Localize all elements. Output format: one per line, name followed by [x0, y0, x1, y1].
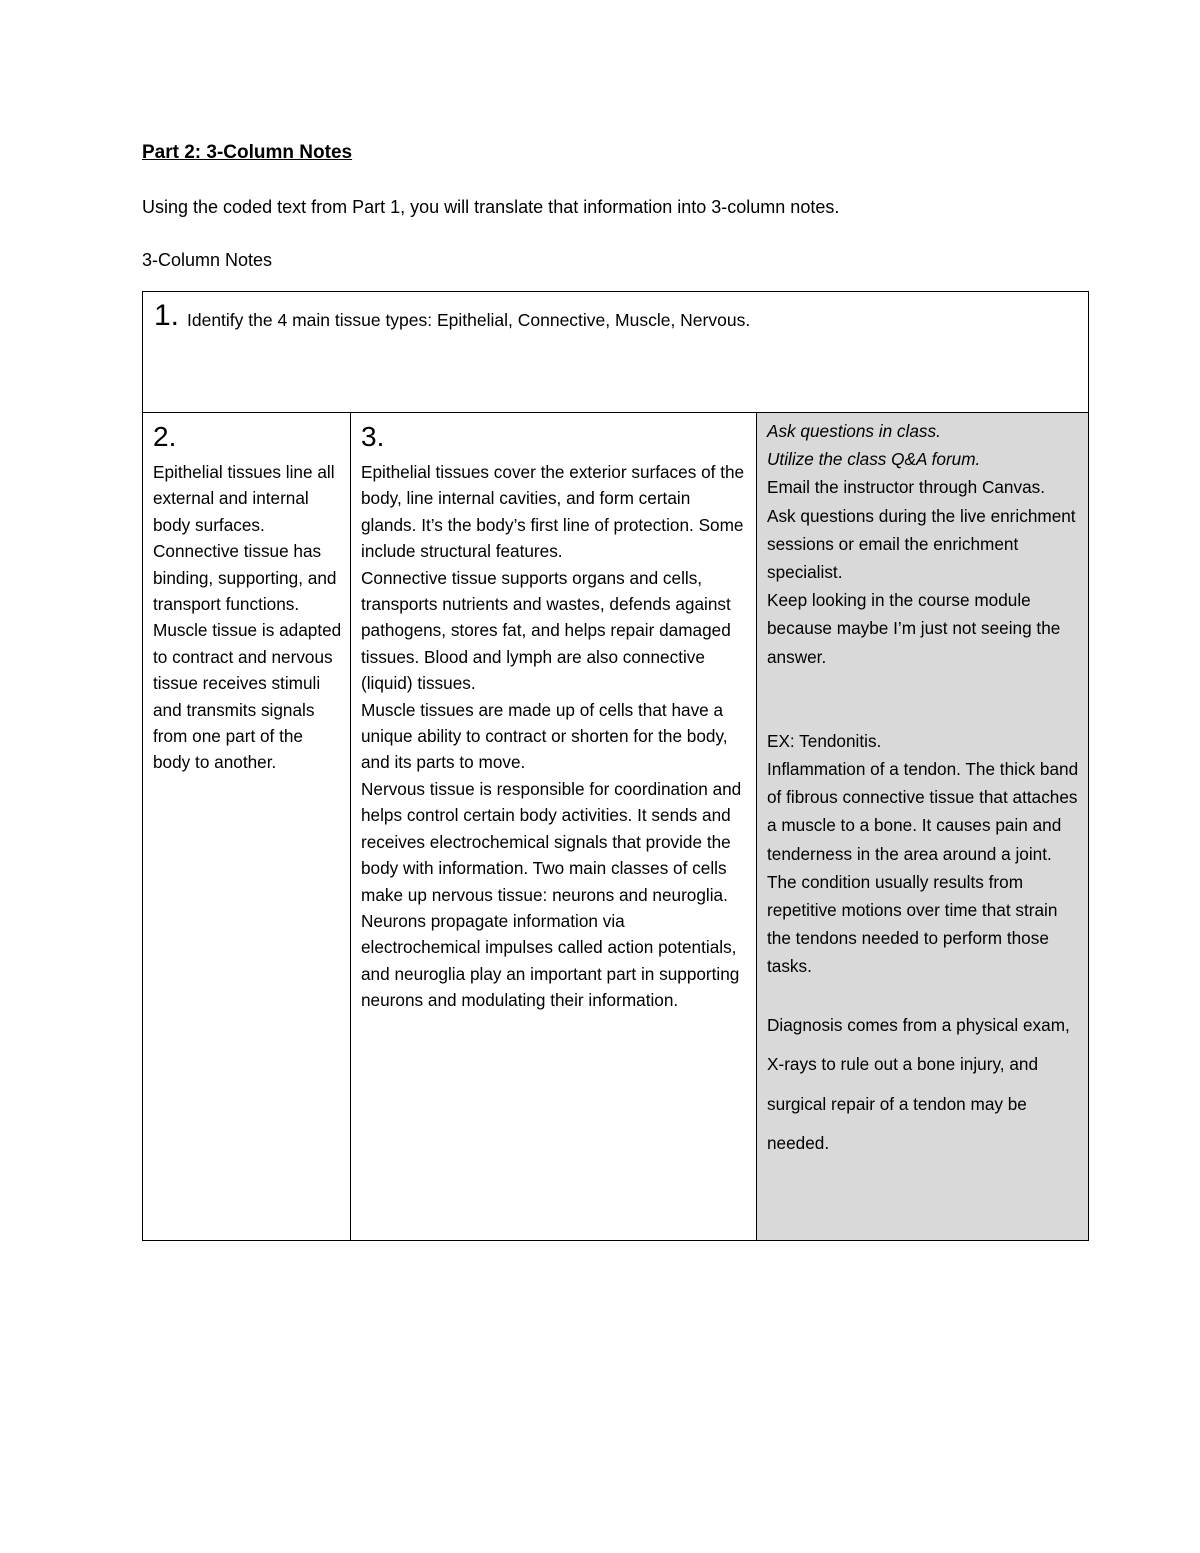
row-number-1: 1. — [154, 299, 180, 332]
table-caption: 3-Column Notes — [142, 250, 273, 270]
question-course-module: Keep looking in the course module because maybe I’m just not seeing the answer. — [767, 590, 1061, 667]
key-point-muscle-nervous: Muscle tissue is adapted to contract and nervous tissue receives stimuli and transmits signals from one part of the body to another. — [153, 620, 342, 773]
intro-text: Using the coded text from Part 1, you will translate that information into 3-column notes. — [142, 197, 840, 217]
detail-connective: Connective tissue supports organs and cells, transports nutrients and wastes, defends against pathogens, stores fat, and helps repair damaged tissues. Blood and lymph are also connective (liquid) tissues. — [361, 567, 731, 694]
detail-epithelial: Epithelial tissues cover the exterior surfaces of the body, line internal cavities, and form certain glands. It’s the body’s first line of protection. Some include structural features. — [361, 462, 745, 562]
key-point-epithelial: Epithelial tissues line all external and internal body surfaces. — [153, 462, 335, 535]
notes-column-details — [351, 413, 757, 1240]
key-point-connective: Connective tissue has binding, supporting, and transport functions. — [153, 541, 337, 615]
detail-muscle: Muscle tissues are made up of cells that have a unique ability to contract or shorten for the body, and its parts to move. — [361, 699, 728, 773]
three-column-notes-table — [142, 291, 1089, 1241]
spacer — [767, 981, 1080, 1006]
notes-column-questions-examples — [757, 413, 1088, 1240]
main-idea-text: Identify the 4 main tissue types: Epithelial, Connective, Muscle, Nervous. — [187, 310, 751, 330]
spacer — [767, 671, 1080, 727]
column-number-3: 3. — [361, 421, 385, 452]
question-email-instructor: Email the instructor through Canvas. — [767, 477, 1045, 498]
example-text: Inflammation of a tendon. The thick band of fibrous connective tissue that attaches a muscle to a bone. It causes pain and tenderness in the area around a joint. The condition usually results from repetitive motions over time that strain the tendons needed to perform those tasks. — [767, 759, 1079, 977]
detail-nervous: Nervous tissue is responsible for coordination and helps control certain body activities. It sends and receives electrochemical signals that provide the body with information. Two main classes of cells make up nervous tissue: neurons and neuroglia. Neurons propagate information via electrochemical impulses called action potentials, and neuroglia play an important part in supporting neurons and modulating their information. — [361, 778, 742, 1011]
question-ask-in-class: Ask questions in class. — [767, 421, 941, 441]
details-body — [361, 459, 748, 1014]
notes-column-key-points — [143, 413, 351, 1240]
page-title: Part 2: 3-Column Notes — [142, 142, 353, 163]
key-points-body — [153, 459, 342, 776]
questions-examples-body — [767, 417, 1080, 1164]
example-title: EX: Tendonitis. — [767, 730, 882, 751]
diagnosis-text: Diagnosis comes from a physical exam, X-rays to rule out a bone injury, and surgical repair of a tendon may be needed. — [767, 1014, 1070, 1154]
column-number-2: 2. — [153, 421, 177, 452]
notes-row-main-idea — [143, 292, 1088, 413]
question-qa-forum: Utilize the class Q&A forum. — [767, 449, 981, 470]
question-live-sessions: Ask questions during the live enrichment sessions or email the enrichment specialist. — [767, 505, 1076, 583]
